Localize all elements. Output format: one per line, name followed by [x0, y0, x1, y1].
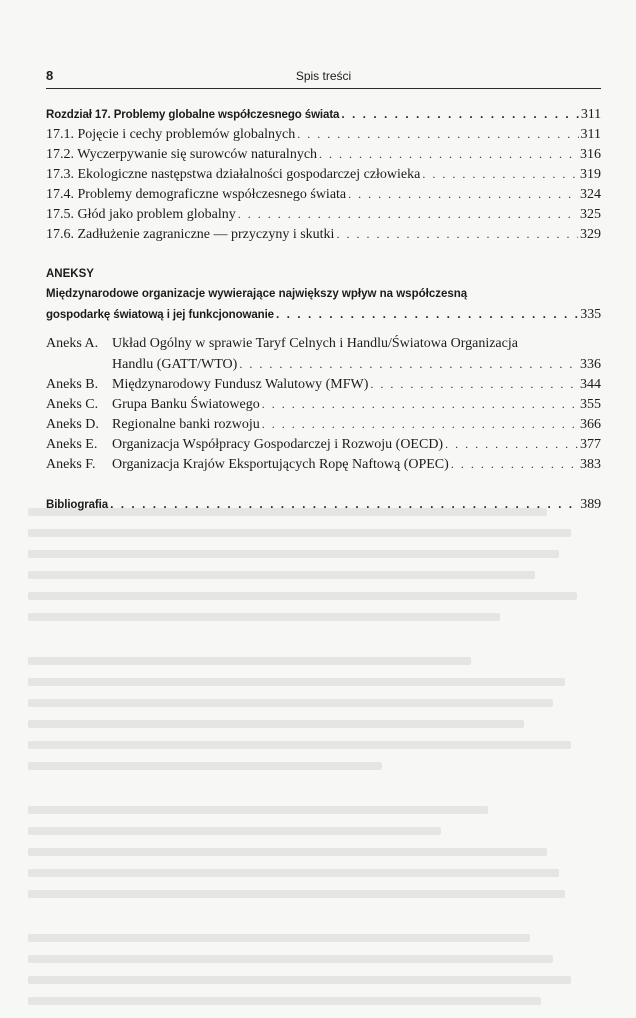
annex-subtitle-text: gospodarkę światową i jej funkcjonowanie [46, 309, 274, 321]
annex-heading: ANEKSY [46, 268, 94, 280]
annex-entry-a [46, 334, 601, 354]
leader-dots [451, 454, 578, 474]
annex-page: 344 [580, 377, 601, 392]
annex-entry-e [46, 434, 601, 454]
annex-title: Organizacja Współpracy Gospodarczej i Rozwoju (OECD) [112, 437, 444, 452]
leader-dots [110, 494, 578, 514]
entry-page: 319 [580, 167, 601, 182]
leader-dots [336, 224, 578, 244]
chapter-page: 311 [580, 107, 601, 122]
entry-label: 17.6. Zadłużenie zagraniczne — przyczyny i skutki [46, 227, 335, 242]
annex-page: 355 [580, 397, 601, 412]
leader-dots [370, 374, 578, 394]
bibliography-entry [46, 494, 601, 514]
leader-dots [238, 204, 578, 224]
toc-entry [46, 204, 601, 224]
annex-page: 377 [580, 437, 601, 452]
leader-dots [348, 184, 578, 204]
entry-page: 325 [580, 207, 601, 222]
toc-entry [46, 144, 601, 164]
toc-entry [46, 224, 601, 244]
show-through-text [28, 508, 618, 1018]
annex-entry-c [46, 394, 601, 414]
leader-dots [297, 124, 578, 144]
annex-subtitle-line1: Międzynarodowe organizacje wywierające największy wpływ na współczesną [46, 288, 468, 300]
table-of-contents [46, 104, 601, 514]
leader-dots [319, 144, 578, 164]
page-header [46, 68, 601, 89]
annex-code: Aneks D. [46, 417, 99, 432]
annex-code: Aneks A. [46, 336, 99, 351]
annex-subtitle-line2 [46, 304, 601, 324]
annex-title: Organizacja Krajów Eksportujących Ropę Naftową (OPEC) [112, 457, 449, 472]
leader-dots [262, 394, 578, 414]
page-number: 8 [46, 68, 54, 83]
leader-dots [276, 304, 578, 324]
leader-dots [445, 434, 578, 454]
bibliography-page: 389 [580, 497, 601, 512]
annex-page: 383 [580, 457, 601, 472]
leader-dots [422, 164, 578, 184]
toc-entry [46, 184, 601, 204]
entry-label: 17.1. Pojęcie i cechy problemów globalnych [46, 127, 296, 142]
annex-title: Układ Ogólny w sprawie Taryf Celnych i Handlu/Światowa Organizacja [112, 336, 518, 351]
annex-page: 366 [580, 417, 601, 432]
running-title: Spis treści [295, 69, 352, 83]
annex-code: Aneks F. [46, 457, 96, 472]
leader-dots [239, 354, 578, 374]
annex-entry-a-continued [46, 354, 601, 374]
annex-entry-d [46, 414, 601, 434]
entry-label: 17.5. Głód jako problem globalny [46, 207, 236, 222]
entry-page: 329 [580, 227, 601, 242]
annex-page: 336 [580, 357, 601, 372]
annex-code: Aneks C. [46, 397, 99, 412]
toc-entry [46, 124, 601, 144]
annex-title: Regionalne banki rozwoju [112, 417, 260, 432]
bibliography-label: Bibliografia [46, 499, 109, 511]
leader-dots [262, 414, 578, 434]
chapter-17-heading [46, 104, 601, 124]
toc-entry [46, 164, 601, 184]
entry-label: 17.2. Wyczerpywanie się surowców naturalnych [46, 147, 318, 162]
entry-label: 17.4. Problemy demograficzne współczesnego świata [46, 187, 347, 202]
entry-page: 311 [580, 127, 601, 142]
annex-subtitle-page: 335 [580, 307, 601, 322]
annex-entry-b [46, 374, 601, 394]
entry-page: 324 [580, 187, 601, 202]
leader-dots [341, 104, 578, 124]
entry-label: 17.3. Ekologiczne następstwa działalności gospodarczej człowieka [46, 167, 421, 182]
annex-title: Międzynarodowy Fundusz Walutowy (MFW) [112, 377, 369, 392]
chapter-title: Rozdział 17. Problemy globalne współczesnego świata [46, 109, 340, 121]
annex-code: Aneks E. [46, 437, 98, 452]
annex-title-cont: Handlu (GATT/WTO) [112, 357, 238, 372]
annex-title: Grupa Banku Światowego [112, 397, 260, 412]
annex-code: Aneks B. [46, 377, 99, 392]
entry-page: 316 [580, 147, 601, 162]
annex-entry-f [46, 454, 601, 474]
